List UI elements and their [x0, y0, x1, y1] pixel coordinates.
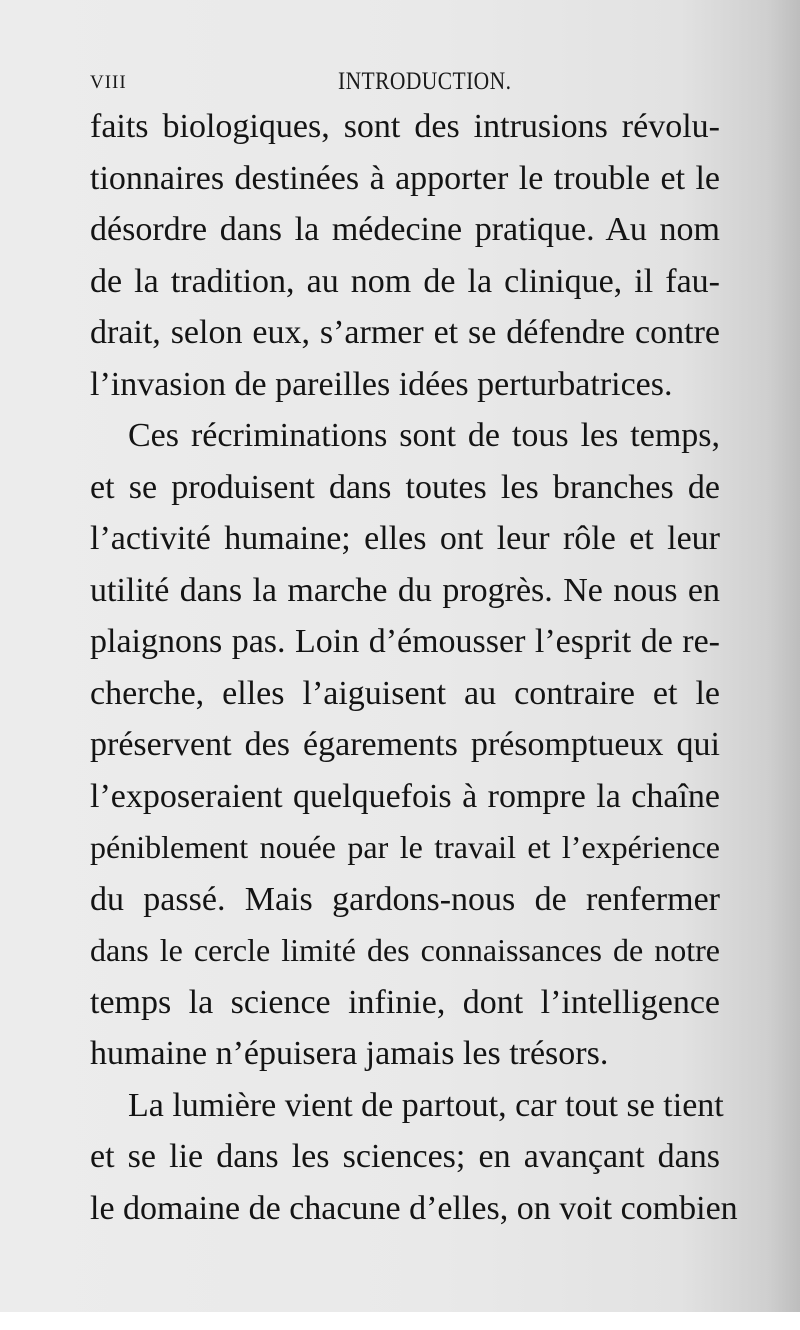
text-line: désordre dans la médecine pratique. Au nom	[90, 211, 720, 248]
running-title: INTRODUCTION.	[338, 68, 512, 95]
text-line: le domaine de chacune d’elles, on voit combien	[90, 1189, 738, 1227]
body-text	[90, 101, 738, 1234]
paragraph-end-line: humaine n’épuisera jamais les trésors.	[90, 1035, 609, 1072]
paragraph-start-line: La lumière vient de partout, car tout se tient	[128, 1086, 724, 1124]
text-line: dans le cercle limité des connaissances de notre	[90, 932, 720, 968]
text-line: tionnaires destinées à apporter le trouble et le	[90, 159, 720, 197]
text-line: l’exposeraient quelquefois à rompre la chaîne	[90, 777, 720, 815]
text-line: et se lie dans les sciences; en avançant dans	[90, 1138, 720, 1175]
text-line: faits biologiques, sont des intrusions révolu-	[90, 108, 720, 145]
text-line: et se produisent dans toutes les branches de	[90, 468, 720, 506]
text-line: cherche, elles l’aiguisent au contraire et le	[90, 674, 720, 712]
paragraph-start-line: Ces récriminations sont de tous les temps,	[128, 417, 720, 454]
text-line: temps la science infinie, dont l’intelligence	[90, 983, 720, 1021]
text-line: l’activité humaine; elles ont leur rôle et leur	[90, 520, 720, 557]
running-head	[90, 68, 720, 98]
text-line: utilité dans la marche du progrès. Ne nous en	[90, 571, 720, 609]
text-line: péniblement nouée par le travail et l’expérience	[90, 829, 720, 865]
text-line: drait, selon eux, s’armer et se défendre contre	[90, 314, 720, 351]
page-number: VIII	[90, 72, 127, 93]
text-line: de la tradition, au nom de la clinique, il fau-	[90, 262, 720, 300]
text-line: plaignons pas. Loin d’émousser l’esprit de re-	[90, 623, 720, 660]
text-line: du passé. Mais gardons-nous de renfermer	[90, 880, 720, 918]
paragraph-end-line: l’invasion de pareilles idées perturbatrices.	[90, 365, 673, 403]
text-line: préservent des égarements présomptueux qui	[90, 726, 720, 763]
